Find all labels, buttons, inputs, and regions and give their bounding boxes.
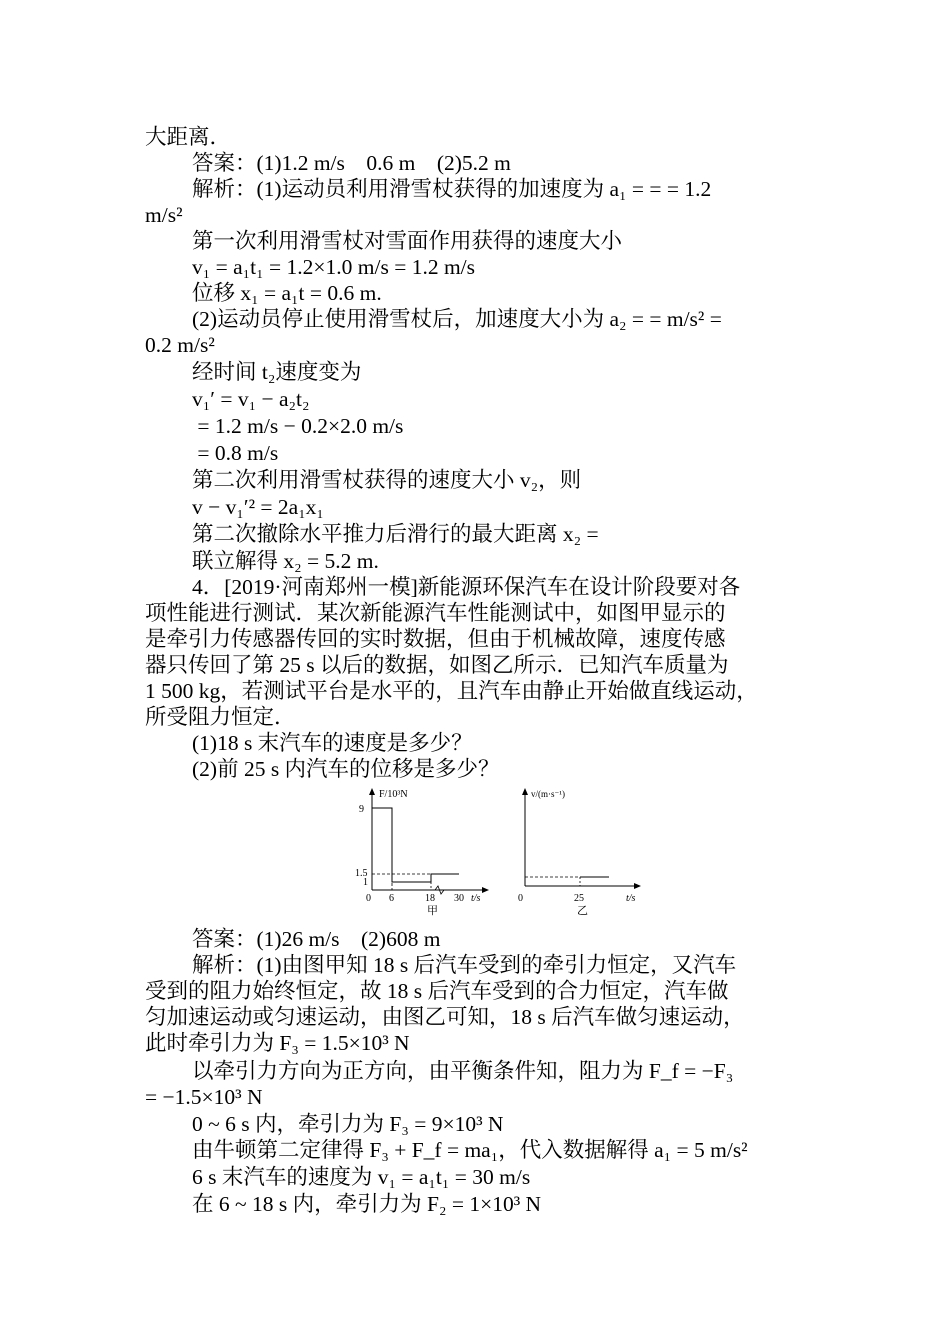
text-line: 以牵引力方向为正方向，由平衡条件知，阻力为 F_f = −F₃: [192, 1059, 734, 1083]
text-line: 经时间 t₂速度变为: [192, 360, 362, 384]
x-tick: 25: [574, 893, 584, 904]
y-tick: 9: [359, 804, 364, 815]
physics-figure: [355, 786, 645, 918]
text-line: 第二次利用滑雪杖获得的速度大小 v₂，则: [192, 468, 582, 492]
y-axis-label: F/10³N: [379, 789, 408, 800]
formula-line: = 0.8 m/s: [192, 441, 279, 465]
figure-caption: 乙: [577, 905, 588, 917]
question-heading: 4．[2019·河南郑州一模]新能源环保汽车在设计阶段要对各: [192, 575, 741, 599]
formula-line: v₁ = a₁t₁ = 1.2×1.0 m/s = 1.2 m/s: [192, 255, 476, 279]
text-line: (2)运动员停止使用滑雪杖后，加速度大小为 a₂ = = m/s² =: [192, 307, 722, 331]
formula-line: 0 ~ 6 s 内，牵引力为 F₃ = 9×10³ N: [192, 1112, 504, 1136]
formula-line: 此时牵引力为 F₃ = 1.5×10³ N: [145, 1031, 410, 1055]
y-axis-label: v/(m·s⁻¹): [531, 789, 565, 799]
question-line: 1 500 kg，若测试平台是水平的，且汽车由静止开始做直线运动，: [145, 679, 758, 703]
formula-line: 由牛顿第二定律得 F₃ + F_f = ma₁，代入数据解得 a₁ = 5 m/s²: [192, 1138, 748, 1162]
x-tick: 0: [518, 893, 523, 904]
sub-question: (2)前 25 s 内汽车的位移是多少？: [192, 757, 500, 781]
formula-line: 在 6 ~ 18 s 内，牵引力为 F₂ = 1×10³ N: [192, 1192, 542, 1216]
formula-line: v₁′ = v₁ − a₂t₂: [192, 387, 310, 411]
y-tick: 1: [363, 877, 368, 888]
text-line: m/s²: [145, 203, 183, 227]
figure-caption: 甲: [427, 905, 438, 917]
y-tick: 1.5: [355, 868, 368, 879]
text-line: 大距离．: [145, 125, 232, 149]
question-line: 是牵引力传感器传回的实时数据，但由于机械故障，速度传感: [145, 627, 726, 651]
text-line: 受到的阻力始终恒定，故 18 s 后汽车受到的合力恒定，汽车做: [145, 979, 729, 1003]
formula-line: = −1.5×10³ N: [145, 1085, 263, 1109]
analysis-line: 解析：(1)由图甲知 18 s 后汽车受到的牵引力恒定，又汽车: [192, 953, 737, 977]
x-tick: 18: [425, 893, 435, 904]
force-time-graph: [355, 788, 489, 917]
y-axis-arrow: [369, 788, 375, 795]
question-line: 项性能进行测试．某次新能源汽车性能测试中，如图甲显示的: [145, 601, 726, 625]
text-line: 联立解得 x₂ = 5.2 m.: [192, 549, 379, 573]
x-tick: 30: [454, 893, 464, 904]
x-tick: 6: [389, 893, 394, 904]
x-axis-arrow: [634, 883, 641, 889]
text-line: 第二次撤除水平推力后滑行的最大距离 x₂ =: [192, 522, 599, 546]
formula-line: 位移 x₁ = a₁t = 0.6 m.: [192, 281, 382, 305]
sub-question: (1)18 s 末汽车的速度是多少？: [192, 731, 473, 755]
question-line: 器只传回了第 25 s 以后的数据，如图乙所示．已知汽车质量为: [145, 653, 729, 677]
question-line: 所受阻力恒定．: [145, 705, 296, 729]
answer-line: 答案：(1)26 m/s (2)608 m: [192, 927, 441, 951]
force-curve: [372, 808, 459, 882]
x-axis-label: t/s: [471, 893, 481, 904]
velocity-time-graph: [518, 788, 641, 917]
x-axis-label: t/s: [626, 893, 636, 904]
answer-line: 答案：(1)1.2 m/s 0.6 m (2)5.2 m: [192, 151, 511, 175]
x-axis-arrow: [482, 887, 489, 893]
text-line: 第一次利用滑雪杖对雪面作用获得的速度大小: [192, 229, 623, 253]
analysis-line: 解析：(1)运动员利用滑雪杖获得的加速度为 a₁ = = = 1.2: [192, 177, 712, 201]
text-line: 匀加速运动或匀速运动，由图乙可知，18 s 后汽车做匀速运动，: [145, 1005, 745, 1029]
formula-line: v − v₁′² = 2a₁x₁: [192, 495, 324, 519]
x-tick: 0: [366, 893, 371, 904]
y-axis-arrow: [522, 788, 528, 795]
formula-line: 6 s 末汽车的速度为 v₁ = a₁t₁ = 30 m/s: [192, 1165, 531, 1189]
text-line: 0.2 m/s²: [145, 333, 215, 357]
formula-line: = 1.2 m/s − 0.2×2.0 m/s: [192, 414, 404, 438]
